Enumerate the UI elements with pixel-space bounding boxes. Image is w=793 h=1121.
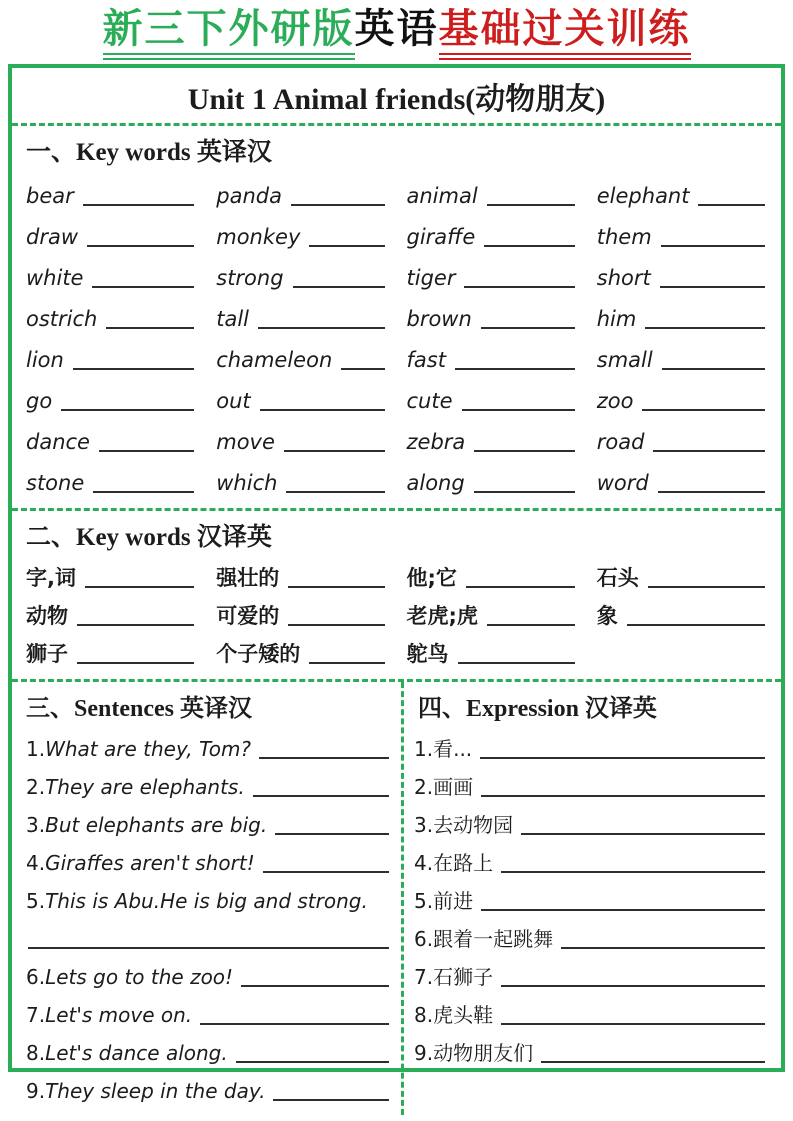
keyword-cell bbox=[407, 254, 577, 295]
keyword-label: 鸵鸟 bbox=[406, 642, 449, 666]
keyword-cell bbox=[216, 557, 386, 595]
keyword-cell bbox=[597, 459, 767, 500]
keyword-cell bbox=[26, 254, 196, 295]
blank-line bbox=[200, 1023, 389, 1025]
keyword-cell bbox=[597, 213, 767, 254]
keyword-label: fast bbox=[406, 348, 446, 372]
sentence-text: Let's dance along. bbox=[45, 1041, 228, 1065]
sentence-row bbox=[12, 765, 391, 803]
keyword-label: move bbox=[216, 430, 275, 454]
sentence-text: Let's move on. bbox=[45, 1003, 193, 1027]
blank-line bbox=[92, 286, 194, 288]
keyword-cell bbox=[597, 557, 767, 595]
blank-line bbox=[288, 586, 384, 588]
blank-line bbox=[481, 327, 575, 329]
sentence-row bbox=[404, 841, 767, 879]
keyword-label: draw bbox=[26, 225, 79, 249]
keyword-label: go bbox=[26, 389, 53, 413]
sentence-row bbox=[12, 1031, 391, 1069]
blank-line bbox=[93, 491, 194, 493]
keyword-cell bbox=[597, 377, 767, 418]
blank-line bbox=[658, 491, 765, 493]
blank-line bbox=[293, 286, 385, 288]
keyword-cell bbox=[216, 336, 386, 377]
blank-line bbox=[480, 757, 765, 759]
keyword-label: monkey bbox=[216, 225, 301, 249]
blank-line bbox=[521, 833, 765, 835]
keyword-label: elephant bbox=[596, 184, 690, 208]
keyword-cell bbox=[407, 633, 577, 671]
keyword-cell bbox=[407, 418, 577, 459]
section3-heading: 三、Sentences 英译汉 bbox=[26, 696, 252, 722]
section-expression bbox=[401, 682, 781, 1115]
sentence-row bbox=[12, 727, 391, 765]
sentence-row bbox=[12, 993, 391, 1031]
sentence-row bbox=[12, 955, 391, 993]
keyword-cell bbox=[26, 557, 196, 595]
sentence-row bbox=[404, 879, 767, 917]
blank-line bbox=[648, 586, 765, 588]
sentence-text: But elephants are big. bbox=[45, 813, 268, 837]
keyword-label: 象 bbox=[596, 604, 618, 628]
blank-line bbox=[464, 286, 574, 288]
blank-line bbox=[87, 245, 194, 247]
sentence-text: What are they, Tom? bbox=[45, 737, 252, 761]
blank-line bbox=[484, 245, 575, 247]
blank-line bbox=[259, 757, 389, 759]
blank-line bbox=[698, 204, 765, 206]
sentence-text: 石狮子 bbox=[433, 965, 494, 989]
blank-line bbox=[288, 624, 384, 626]
blank-line bbox=[77, 624, 194, 626]
worksheet-sheet bbox=[8, 64, 785, 1103]
blank-line bbox=[466, 586, 575, 588]
sentence-number: 8. bbox=[414, 1003, 434, 1027]
keyword-cell bbox=[26, 459, 196, 500]
keyword-cell bbox=[216, 459, 386, 500]
sentence-number: 3. bbox=[414, 813, 434, 837]
blank-line bbox=[474, 491, 575, 493]
blank-line bbox=[458, 662, 575, 664]
blank-line bbox=[627, 624, 765, 626]
keyword-label: cute bbox=[406, 389, 453, 413]
keyword-cell bbox=[407, 557, 577, 595]
section-sentences bbox=[12, 682, 401, 1115]
blank-line bbox=[501, 871, 765, 873]
blank-line bbox=[83, 204, 194, 206]
keyword-cell bbox=[216, 254, 386, 295]
keyword-cell bbox=[407, 295, 577, 336]
sentence-text: Lets go to the zoo! bbox=[45, 965, 234, 989]
blank-line bbox=[77, 662, 194, 664]
blank-line bbox=[99, 450, 194, 452]
keyword-label: word bbox=[596, 471, 649, 495]
keyword-cell bbox=[26, 172, 196, 213]
blank-line bbox=[645, 327, 765, 329]
keyword-label: white bbox=[26, 266, 84, 290]
sentence-number: 6. bbox=[414, 927, 434, 951]
keyword-cell bbox=[597, 595, 767, 633]
section-key-words-cn-to-en bbox=[12, 511, 781, 682]
keyword-cell bbox=[407, 377, 577, 418]
sentence-row bbox=[12, 841, 391, 879]
keyword-label: small bbox=[596, 348, 653, 372]
keyword-label: 动物 bbox=[26, 604, 68, 628]
blank-line bbox=[73, 368, 194, 370]
section2-heading: 二、Key words 汉译英 bbox=[26, 524, 272, 551]
keyword-label: 可爱的 bbox=[216, 604, 280, 628]
blank-line bbox=[253, 795, 389, 797]
blank-line bbox=[284, 450, 385, 452]
blank-line bbox=[487, 624, 575, 626]
section1-grid bbox=[12, 170, 781, 508]
sentence-number: 8. bbox=[26, 1041, 46, 1065]
sentence-text: 动物朋友们 bbox=[433, 1041, 534, 1065]
keyword-cell bbox=[216, 295, 386, 336]
keyword-cell bbox=[26, 213, 196, 254]
keyword-label: giraffe bbox=[406, 225, 476, 249]
blank-line bbox=[653, 450, 765, 452]
keyword-label: short bbox=[596, 266, 651, 290]
keyword-cell bbox=[216, 633, 386, 671]
blank-line bbox=[291, 204, 385, 206]
keyword-label: zebra bbox=[406, 430, 466, 454]
keyword-cell bbox=[26, 336, 196, 377]
keyword-cell bbox=[597, 336, 767, 377]
blank-line bbox=[541, 1061, 765, 1063]
keyword-label: 他;它 bbox=[406, 566, 457, 590]
keyword-label: tall bbox=[216, 307, 250, 331]
keyword-cell bbox=[216, 595, 386, 633]
sentence-number: 1. bbox=[26, 737, 46, 761]
sentence-text: 前进 bbox=[433, 889, 474, 913]
keyword-cell bbox=[407, 336, 577, 377]
sentence-number: 5. bbox=[414, 889, 434, 913]
section2-grid bbox=[12, 555, 781, 679]
keyword-cell bbox=[26, 633, 196, 671]
keyword-label: panda bbox=[216, 184, 282, 208]
blank-line bbox=[273, 1099, 389, 1101]
section-key-words-en-to-cn bbox=[12, 126, 781, 511]
keyword-label: dance bbox=[26, 430, 90, 454]
sentence-row bbox=[404, 993, 767, 1031]
sentence-number: 9. bbox=[414, 1041, 434, 1065]
keyword-label: stone bbox=[26, 471, 85, 495]
sentence-row bbox=[12, 803, 391, 841]
keyword-label: animal bbox=[406, 184, 478, 208]
blank-line bbox=[462, 409, 575, 411]
keyword-label: him bbox=[596, 307, 637, 331]
blank-line bbox=[260, 409, 385, 411]
keyword-cell bbox=[216, 418, 386, 459]
blank-line bbox=[662, 368, 765, 370]
sentence-row bbox=[404, 1031, 767, 1069]
keyword-cell bbox=[407, 172, 577, 213]
sentence-text: 去动物园 bbox=[433, 813, 514, 837]
blank-line bbox=[286, 491, 384, 493]
blank-line bbox=[275, 833, 389, 835]
unit-title: Unit 1 Animal friends(动物朋友) bbox=[12, 68, 781, 126]
blank-line bbox=[561, 947, 765, 949]
sentence-number: 6. bbox=[26, 965, 46, 989]
sentence-row bbox=[404, 803, 767, 841]
sentence-text: 跟着一起跳舞 bbox=[433, 927, 554, 951]
blank-line bbox=[660, 286, 765, 288]
keyword-label: them bbox=[596, 225, 652, 249]
sentence-number: 3. bbox=[26, 813, 46, 837]
blank-line bbox=[642, 409, 765, 411]
worksheet-banner bbox=[0, 0, 793, 64]
blank-line bbox=[481, 909, 765, 911]
keyword-label: lion bbox=[26, 348, 64, 372]
keyword-cell bbox=[26, 377, 196, 418]
keyword-label: zoo bbox=[596, 389, 634, 413]
banner-black-text: 英语 bbox=[354, 6, 439, 51]
keyword-label: 字,词 bbox=[26, 566, 76, 590]
sentence-number: 2. bbox=[414, 775, 434, 799]
sentence-text: 在路上 bbox=[433, 851, 494, 875]
blank-line bbox=[236, 1061, 389, 1063]
blank-line bbox=[309, 662, 384, 664]
keyword-label: 强壮的 bbox=[216, 566, 280, 590]
keyword-cell bbox=[597, 295, 767, 336]
blank-line bbox=[501, 985, 765, 987]
banner-red-text: 基础过关训练 bbox=[439, 6, 691, 60]
keyword-cell bbox=[597, 418, 767, 459]
section3-list bbox=[12, 727, 391, 1107]
keyword-cell bbox=[26, 595, 196, 633]
blank-line bbox=[341, 368, 384, 370]
keyword-label: road bbox=[596, 430, 645, 454]
sentence-number: 4. bbox=[26, 851, 46, 875]
keyword-cell bbox=[216, 213, 386, 254]
blank-row bbox=[12, 917, 391, 955]
blank-line bbox=[241, 985, 389, 987]
keyword-cell bbox=[407, 213, 577, 254]
blank-line bbox=[501, 1023, 765, 1025]
section1-heading: 一、Key words 英译汉 bbox=[26, 139, 272, 166]
sentence-row bbox=[404, 917, 767, 955]
blank-line bbox=[28, 947, 389, 949]
keyword-label: 狮子 bbox=[26, 642, 68, 666]
blank-line bbox=[309, 245, 384, 247]
keyword-label: 石头 bbox=[596, 566, 639, 590]
sentence-row bbox=[404, 765, 767, 803]
sentence-text: They are elephants. bbox=[45, 775, 245, 799]
keyword-label: brown bbox=[406, 307, 472, 331]
sentence-text: 看... bbox=[433, 737, 473, 761]
section4-list bbox=[404, 727, 767, 1069]
keyword-cell bbox=[597, 254, 767, 295]
sentence-row bbox=[12, 879, 391, 917]
keyword-label: strong bbox=[216, 266, 284, 290]
keyword-cell bbox=[597, 172, 767, 213]
keyword-label: bear bbox=[26, 184, 74, 208]
keyword-label: which bbox=[216, 471, 278, 495]
keyword-label: chameleon bbox=[216, 348, 333, 372]
keyword-label: along bbox=[406, 471, 465, 495]
sentence-number: 7. bbox=[414, 965, 434, 989]
keyword-cell bbox=[216, 377, 386, 418]
blank-line bbox=[474, 450, 574, 452]
section4-heading: 四、Expression 汉译英 bbox=[418, 696, 657, 722]
sentence-row bbox=[12, 1069, 391, 1107]
keyword-cell bbox=[407, 459, 577, 500]
keyword-cell bbox=[216, 172, 386, 213]
sentence-number: 7. bbox=[26, 1003, 46, 1027]
keyword-label: tiger bbox=[406, 266, 456, 290]
sentence-text: Giraffes aren't short! bbox=[45, 851, 255, 875]
sentence-text: They sleep in the day. bbox=[45, 1079, 266, 1103]
keyword-cell bbox=[26, 295, 196, 336]
sentence-number: 2. bbox=[26, 775, 46, 799]
keyword-label: out bbox=[216, 389, 251, 413]
bottom-columns bbox=[12, 682, 781, 1115]
sentence-text: 虎头鞋 bbox=[433, 1003, 494, 1027]
blank-line bbox=[455, 368, 575, 370]
keyword-label: ostrich bbox=[26, 307, 98, 331]
blank-line bbox=[258, 327, 384, 329]
blank-line bbox=[106, 327, 194, 329]
sentence-row bbox=[404, 955, 767, 993]
sentence-number: 5. bbox=[26, 889, 46, 913]
blank-line bbox=[61, 409, 194, 411]
keyword-label: 个子矮的 bbox=[216, 642, 301, 666]
blank-line bbox=[661, 245, 765, 247]
sentence-number: 4. bbox=[414, 851, 434, 875]
keyword-cell bbox=[26, 418, 196, 459]
blank-line bbox=[481, 795, 765, 797]
sentence-text: This is Abu.He is big and strong. bbox=[45, 889, 368, 913]
sentence-text: 画画 bbox=[433, 775, 474, 799]
keyword-label: 老虎;虎 bbox=[406, 604, 478, 628]
blank-line bbox=[263, 871, 389, 873]
sentence-row bbox=[404, 727, 767, 765]
blank-line bbox=[85, 586, 194, 588]
keyword-cell bbox=[407, 595, 577, 633]
blank-line bbox=[487, 204, 575, 206]
banner-green-text: 新三下外研版 bbox=[103, 6, 355, 60]
sentence-number: 1. bbox=[414, 737, 434, 761]
sentence-number: 9. bbox=[26, 1079, 46, 1103]
